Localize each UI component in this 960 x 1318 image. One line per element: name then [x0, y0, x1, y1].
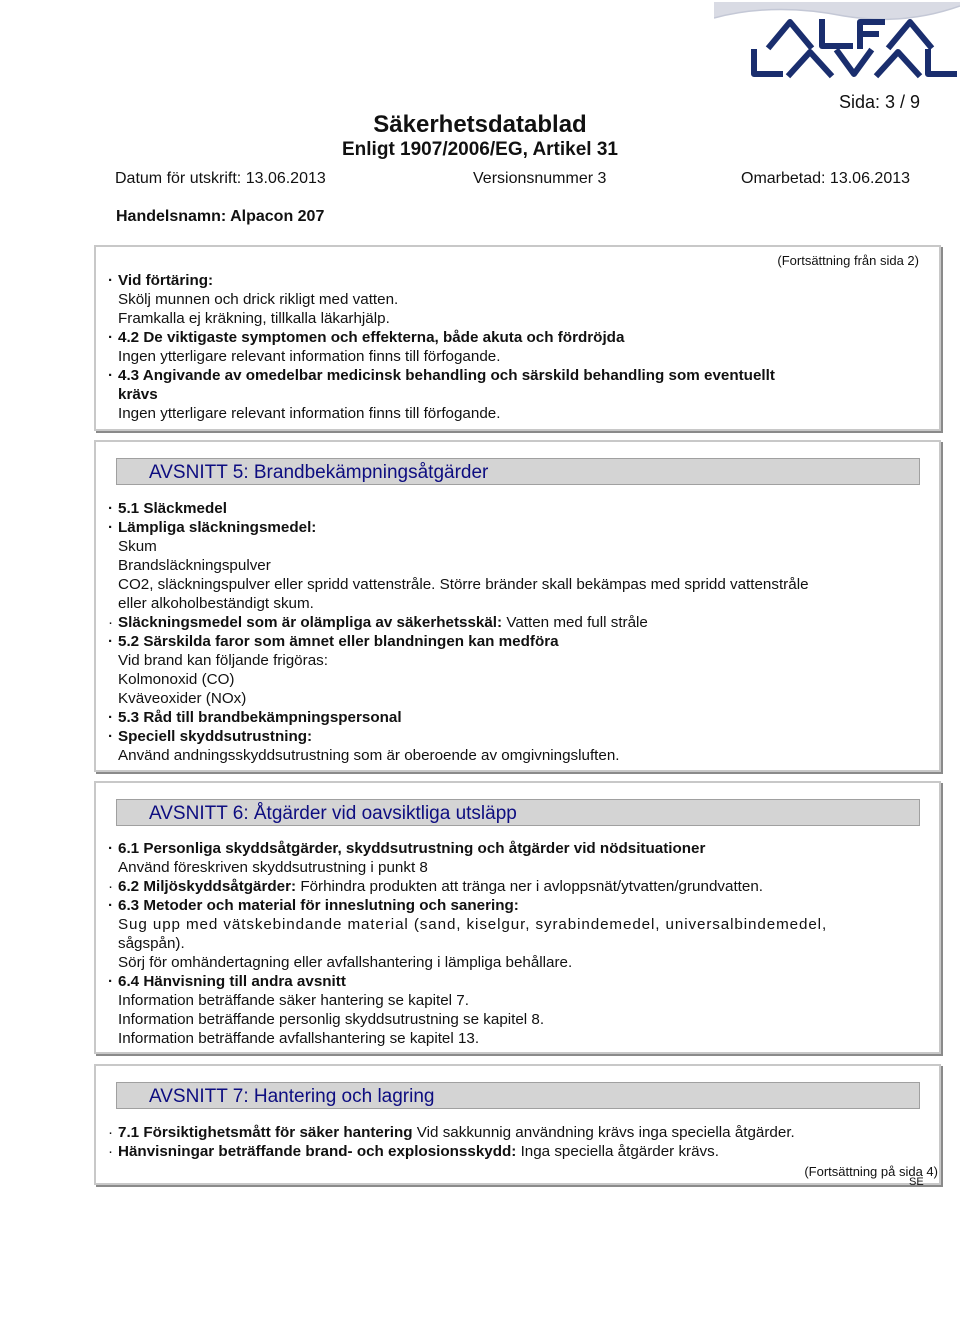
section-6-1-text: Använd föreskriven skyddsutrustning i punkt 8: [118, 859, 428, 876]
section-4-3-heading: · 4.3 Angivande av omedelbar medicinsk behandling och särskild behandling som eventuellt: [108, 367, 775, 384]
section-7-heading: AVSNITT 7: Hantering och lagring: [116, 1082, 920, 1109]
section-6-4-heading: · 6.4 Hänvisning till andra avsnitt: [108, 973, 346, 990]
print-date: Datum för utskrift: 13.06.2013: [115, 170, 326, 187]
section-6-3-text-2: sågspån).: [118, 935, 185, 952]
section-6-3-heading: · 6.3 Metoder och material för inneslutning och sanering:: [108, 897, 519, 914]
ingestion-label: · Vid förtäring:: [108, 272, 214, 289]
section-4-continuation: [94, 245, 941, 431]
suitable-media-label: · Lämpliga släckningsmedel:: [108, 519, 317, 536]
section-5-2-text-1: Vid brand kan följande frigöras:: [118, 652, 328, 669]
document-subtitle: Enligt 1907/2006/EG, Artikel 31: [342, 139, 618, 160]
section-6: [94, 781, 941, 1054]
section-7-1: · 7.1 Försiktighetsmått för säker hantering Vid sakkunnig användning krävs inga speciella åtgärder.: [108, 1124, 795, 1141]
suitable-media-4: eller alkoholbeständigt skum.: [118, 595, 314, 612]
ppe-label: · Speciell skyddsutrustning:: [108, 728, 313, 745]
unsuitable-media: · Släckningsmedel som är olämpliga av säkerhetsskäl: Vatten med full stråle: [108, 614, 648, 631]
section-6-4-text-2: Information beträffande personlig skyddsutrustning se kapitel 8.: [118, 1011, 545, 1028]
section-6-3-text-1: Sug upp med vätskebindande material (sand, kiselgur, syrabindemedel, universalbindemedel,: [118, 916, 828, 933]
ingestion-text-1: Skölj munnen och drick rikligt med vatten.: [118, 291, 399, 308]
section-6-4-text-1: Information beträffande säker hantering se kapitel 7.: [118, 992, 469, 1009]
section-6-4-text-3: Information beträffande avfallshantering se kapitel 13.: [118, 1030, 480, 1047]
fire-explosion-protection: · Hänvisningar beträffande brand- och explosionsskydd: Inga speciella åtgärder krävs.: [108, 1143, 719, 1160]
document-title: Säkerhetsdatablad: [373, 111, 587, 138]
trade-name: Handelsnamn: Alpacon 207: [116, 208, 325, 225]
section-5-3-heading: · 5.3 Råd till brandbekämpningspersonal: [108, 709, 402, 726]
section-5-1-heading: · 5.1 Släckmedel: [108, 500, 227, 517]
country-code: SE: [909, 1176, 924, 1188]
section-5-2-text-3: Kväveoxider (NOx): [118, 690, 247, 707]
alfa-laval-logo: [714, 2, 960, 82]
continued-from-note: (Fortsättning från sida 2): [777, 253, 919, 268]
section-5-2-heading: · 5.2 Särskilda faror som ämnet eller blandningen kan medföra: [108, 633, 559, 650]
section-6-heading: AVSNITT 6: Åtgärder vid oavsiktliga utsläpp: [116, 799, 920, 826]
version-number: Versionsnummer 3: [473, 170, 607, 187]
continued-on-note: (Fortsättning på sida 4): [804, 1164, 938, 1179]
page-number: Sida: 3 / 9: [838, 92, 920, 112]
ingestion-text-2: Framkalla ej kräkning, tillkalla läkarhjälp.: [118, 310, 390, 327]
section-6-1-heading: · 6.1 Personliga skyddsåtgärder, skyddsutrustning och åtgärder vid nödsituationer: [108, 840, 706, 857]
section-4-3-heading-cont: krävs: [118, 386, 158, 403]
section-5-heading: AVSNITT 5: Brandbekämpningsåtgärder: [116, 458, 920, 485]
revision-date: Omarbetad: 13.06.2013: [741, 170, 911, 187]
suitable-media-2: Brandsläckningspulver: [118, 557, 271, 574]
section-5: [94, 440, 941, 772]
section-4-2-text: Ingen ytterligare relevant information finns till förfogande.: [118, 348, 501, 365]
section-4-3-text: Ingen ytterligare relevant information finns till förfogande.: [118, 405, 501, 422]
section-6-2: · 6.2 Miljöskyddsåtgärder: Förhindra produkten att tränga ner i avloppsnät/ytvatten/grundvatten.: [108, 878, 763, 895]
ppe-text: Använd andningsskyddsutrustning som är oberoende av omgivningsluften.: [118, 747, 620, 764]
suitable-media-1: Skum: [118, 538, 157, 555]
section-4-2-heading: · 4.2 De viktigaste symptomen och effekterna, både akuta och fördröjda: [108, 329, 625, 346]
suitable-media-3: CO2, släckningspulver eller spridd vattenstråle. Större bränder skall bekämpas med spridd vattenstråle: [118, 576, 809, 593]
section-5-2-text-2: Kolmonoxid (CO): [118, 671, 235, 688]
section-6-3-text-3: Sörj för omhändertagning eller avfallshantering i lämpliga behållare.: [118, 954, 573, 971]
